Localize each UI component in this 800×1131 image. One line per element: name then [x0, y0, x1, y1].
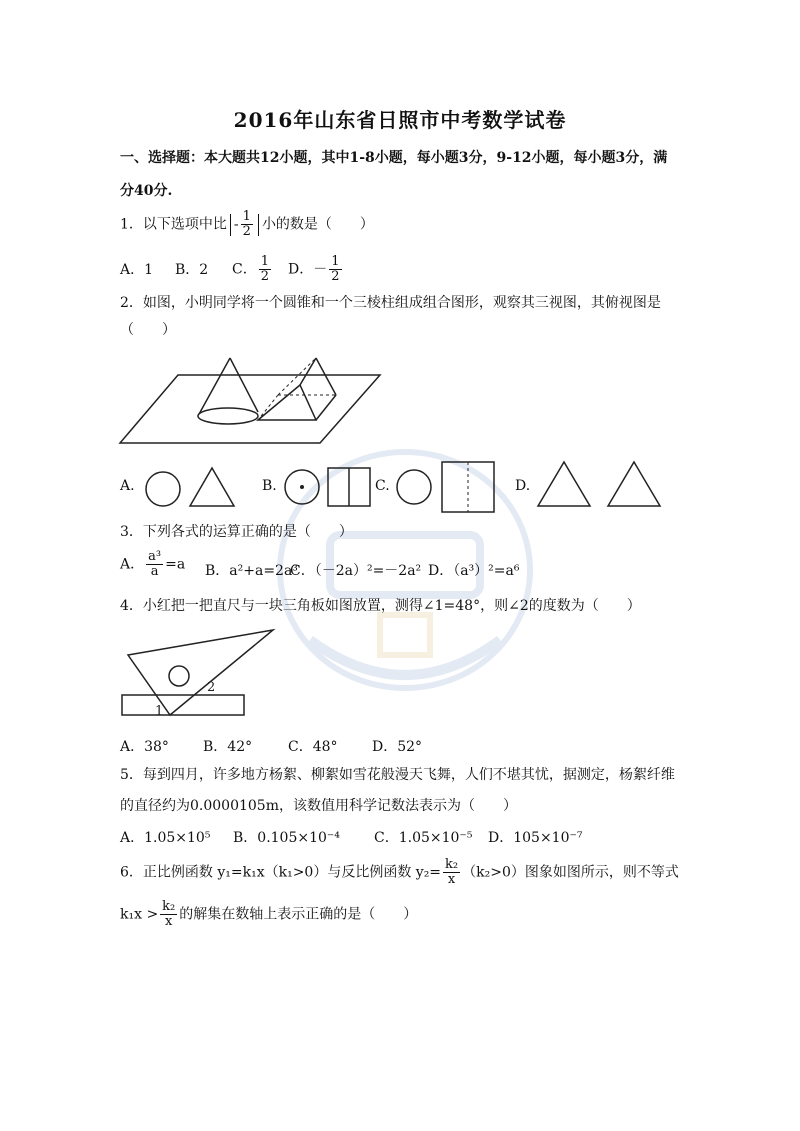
q1-option-d-minus: －: [313, 261, 328, 278]
q4-option-a[interactable]: A．38°: [120, 739, 169, 755]
q2-option-a-figure: [142, 462, 242, 510]
q3-option-a-tail: =a: [165, 556, 186, 573]
q5-option-c[interactable]: C．1.05×10⁻⁵: [374, 830, 473, 846]
q1-option-c-den: 2: [260, 269, 269, 284]
section-heading: 一、选择题：本大题共12小题，其中1-8小题，每小题3分，9-12小题，每小题3分，满: [120, 150, 668, 166]
q1-option-d[interactable]: [288, 255, 344, 284]
abs-bar-left: [230, 214, 231, 236]
q6-line1-den: x: [447, 872, 456, 887]
q2-plane: [120, 375, 380, 443]
q4-option-c[interactable]: C．48°: [288, 739, 338, 755]
q3-option-c[interactable]: C．（－2a）²=－2a²: [290, 563, 422, 579]
q6-line2-num: k₂: [162, 899, 176, 914]
question-3: 3．下列各式的运算正确的是（ ）: [120, 524, 353, 540]
question-5-cont: 的直径约为0.0000105m，该数值用科学记数法表示为（ ）: [120, 798, 517, 814]
q3-option-d[interactable]: D．（a³）²=a⁶: [428, 563, 520, 579]
q3-option-a-frac: [146, 550, 163, 579]
q4-option-b[interactable]: B．42°: [203, 739, 253, 755]
q1-option-d-frac: [329, 255, 341, 284]
q6-line1-frac: [443, 858, 460, 887]
q6-line1-num: k₂: [445, 857, 459, 872]
page-title: 2016年山东省日照市中考数学试卷: [233, 108, 567, 132]
q3-option-a-label: A．: [120, 556, 145, 573]
question-5: 5．每到四月，许多地方杨絮、柳絮如雪花般漫天飞舞，人们不堪其忧，据测定，杨絮纤维: [120, 767, 675, 783]
q2-cone-base: [198, 408, 258, 424]
q1-frac-den: 2: [242, 224, 251, 239]
q2-option-c-figure: [394, 458, 504, 514]
q2-option-d-label[interactable]: D.: [515, 478, 531, 494]
q4-triangle: [128, 630, 273, 715]
abs-bar-right: [258, 214, 259, 236]
q3-option-b[interactable]: B．a²+a=2a³: [205, 563, 298, 579]
question-1: [120, 210, 374, 239]
q1-options: [120, 255, 720, 285]
q5-option-b[interactable]: B．0.105×10⁻⁴: [233, 830, 340, 846]
q5-option-d[interactable]: D．105×10⁻⁷: [488, 830, 583, 846]
q6-line1-suffix: （k₂>0）图象如图所示，则不等式: [462, 864, 679, 881]
q2-option-b-label[interactable]: B.: [262, 478, 277, 494]
q1-frac-num: 1: [242, 209, 251, 224]
q2-prism-front: [258, 385, 316, 420]
q5-option-a[interactable]: A．1.05×10⁵: [120, 830, 211, 846]
q1-option-c-label: C．: [232, 261, 257, 278]
q2-option-b-figure: [282, 462, 377, 510]
q2-option-a-label[interactable]: A.: [120, 478, 135, 494]
question-2: 2．如图，小明同学将一个圆锥和一个三棱柱组成组合图形，观察其三视图，其俯视图是: [120, 295, 661, 311]
q1-option-d-den: 2: [331, 269, 340, 284]
q3-options: [120, 550, 720, 588]
q1-suffix: 小的数是（ ）: [261, 216, 374, 233]
q4-options: [120, 736, 720, 756]
q1-option-c-frac: [259, 255, 271, 284]
question-6: [120, 858, 679, 887]
q1-option-c-num: 1: [260, 254, 269, 269]
q6-line2-suffix: 的解集在数轴上表示正确的是（ ）: [179, 906, 418, 923]
q1-option-c[interactable]: [232, 255, 273, 284]
q5-options: [120, 827, 720, 847]
q6-line1-prefix: 6．正比例函数 y₁=k₁x（k₁>0）与反比例函数 y₂=: [120, 864, 442, 881]
q1-option-d-num: 1: [331, 254, 340, 269]
q2-option-c-label[interactable]: C.: [375, 478, 390, 494]
q6-line2-frac: [160, 900, 177, 929]
q2-figure: [118, 350, 388, 450]
q3-option-a[interactable]: [120, 550, 185, 579]
q4-figure: [118, 625, 278, 720]
question-2-cont: （ ）: [120, 322, 176, 338]
q4-option-d[interactable]: D．52°: [372, 739, 423, 755]
q1-option-b[interactable]: B．2: [175, 262, 209, 278]
question-6-cont: [120, 900, 417, 929]
q1-option-a[interactable]: A．1: [120, 262, 154, 278]
q1-prefix: 1．以下选项中比: [120, 216, 227, 233]
q1-option-d-label: D．: [288, 261, 314, 278]
q6-line2-prefix: k₁x >: [120, 906, 159, 923]
q3-option-a-num: a³: [148, 549, 162, 564]
q2-option-d-figure: [536, 458, 664, 510]
q4-angle-1-label: 1: [155, 704, 164, 719]
q3-option-a-den: a: [150, 564, 159, 579]
q4-angle-2-label: 2: [207, 680, 216, 695]
q2-cone-right: [230, 358, 258, 412]
question-4: 4．小红把一把直尺与一块三角板如图放置，测得∠1=48°，则∠2的度数为（ ）: [120, 598, 641, 614]
q6-line2-den: x: [165, 914, 173, 929]
section-heading-cont: 分40分.: [120, 183, 173, 199]
q1-fraction: [241, 210, 253, 239]
q1-minus: -: [233, 216, 239, 233]
